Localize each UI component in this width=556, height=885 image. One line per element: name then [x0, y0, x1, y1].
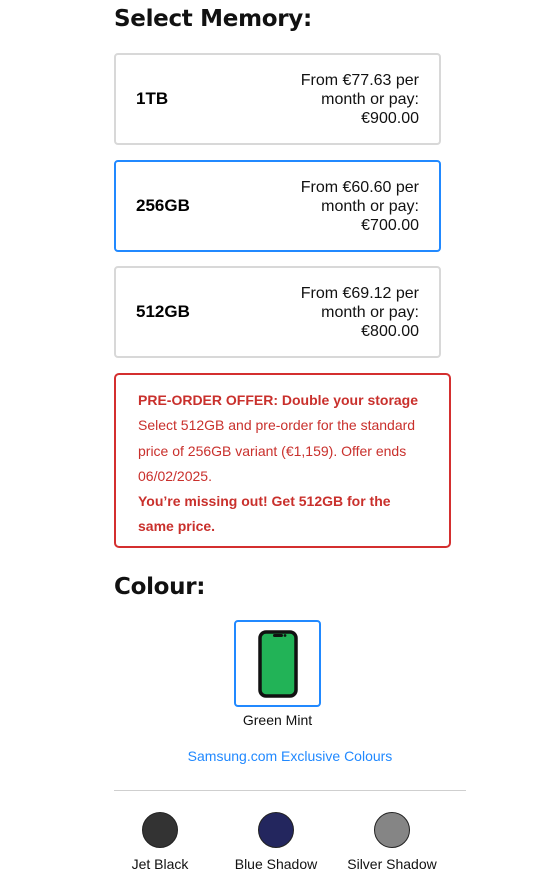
selected-colour-label: Green Mint	[242, 712, 313, 728]
offer-body: Select 512GB and pre-order for the standard price of 256GB variant (€1,159). Offer ends 06/02/2025.	[138, 417, 416, 484]
offer-headline: PRE-ORDER OFFER: Double your storage	[138, 392, 419, 408]
swatch-blue-shadow[interactable]	[258, 812, 294, 848]
memory-size-label: 1TB	[136, 89, 169, 108]
memory-option-1tb[interactable]	[114, 53, 441, 145]
colour-title: Colour:	[114, 574, 206, 600]
divider	[114, 790, 466, 791]
memory-option-512gb[interactable]	[114, 266, 441, 358]
memory-price-label: From €60.60 per month or pay: €700.00	[300, 178, 419, 234]
pre-order-offer-box	[114, 373, 451, 548]
swatch-label-silver-shadow[interactable]: Silver Shadow	[347, 856, 437, 872]
memory-price-label: From €77.63 per month or pay: €900.00	[300, 71, 419, 127]
exclusive-colours-link[interactable]: Samsung.com Exclusive Colours	[187, 748, 393, 764]
swatch-silver-shadow[interactable]	[374, 812, 410, 848]
memory-size-label: 256GB	[136, 196, 190, 215]
memory-size-label: 512GB	[136, 302, 190, 321]
colour-option-green-mint[interactable]	[234, 620, 321, 707]
memory-price-label: From €69.12 per month or pay: €800.00	[300, 284, 419, 340]
offer-cta: You’re missing out! Get 512GB for the same price.	[138, 493, 391, 535]
swatch-jet-black[interactable]	[142, 812, 178, 848]
memory-option-256gb[interactable]	[114, 160, 441, 252]
select-memory-title: Select Memory:	[114, 6, 312, 32]
swatch-label-blue-shadow[interactable]: Blue Shadow	[234, 856, 318, 872]
swatch-label-jet-black[interactable]: Jet Black	[131, 856, 189, 872]
phone-icon	[258, 630, 298, 698]
